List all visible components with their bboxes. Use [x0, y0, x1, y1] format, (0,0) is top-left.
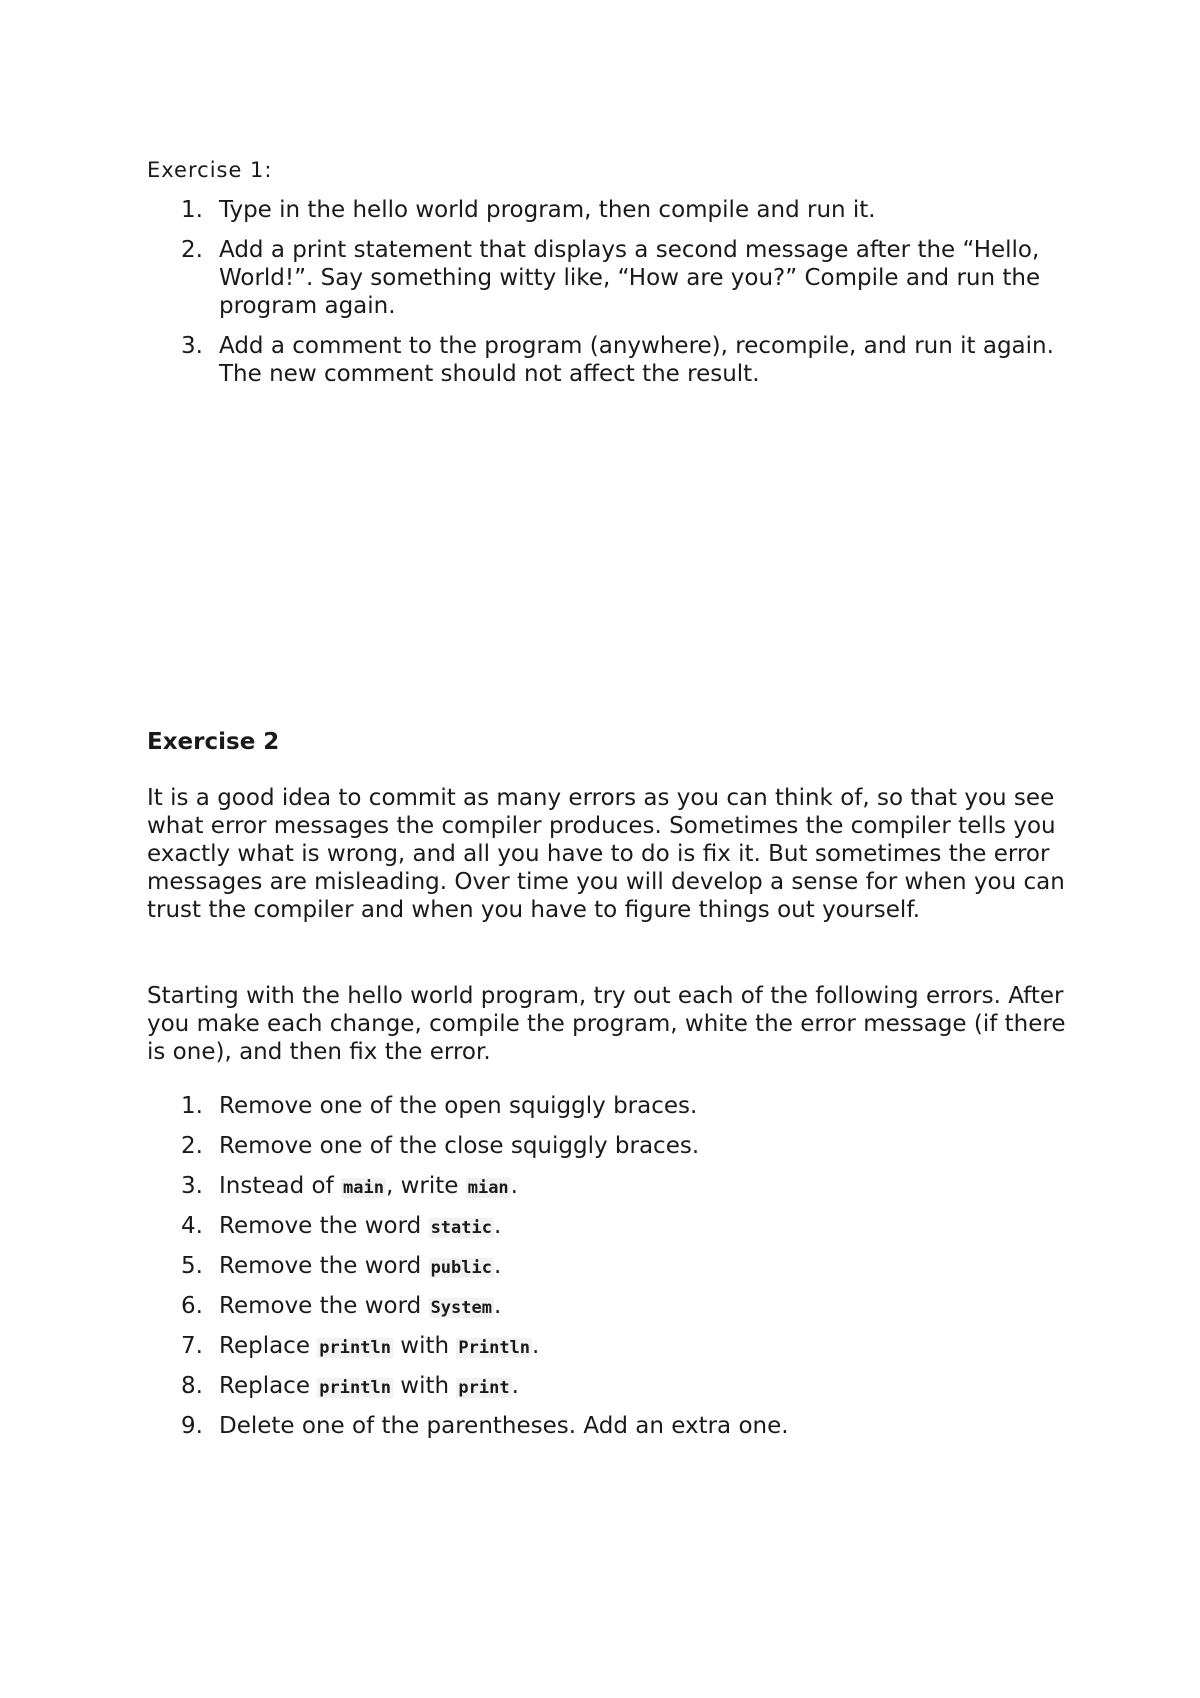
list-item-text: .: [532, 1333, 540, 1359]
list-item-text: Remove one of the open squiggly braces.: [219, 1093, 698, 1119]
exercise-2-heading: Exercise 2: [147, 729, 280, 755]
list-item-text: Remove the word: [219, 1293, 429, 1319]
list-item-text: Replace: [219, 1373, 318, 1399]
list-item-number: 2.: [181, 237, 203, 263]
list-item-text: .: [493, 1253, 502, 1279]
list-item-number: 9.: [181, 1413, 203, 1439]
list-item-text: with: [392, 1373, 457, 1399]
list-item-number: 6.: [181, 1293, 203, 1319]
list-item-number: 1.: [181, 197, 203, 223]
list-item-number: 1.: [181, 1093, 203, 1119]
list-item-number: 7.: [181, 1333, 203, 1359]
list-item-text: .: [493, 1213, 502, 1239]
list-item: [147, 1372, 1067, 1400]
list-item-number: 3.: [181, 333, 203, 359]
exercise-1-heading: Exercise 1:: [147, 158, 273, 182]
list-item: [147, 196, 1067, 224]
list-item-text: Type in the hello world program, then compile and run it.: [219, 197, 876, 223]
list-item: [147, 1412, 1067, 1440]
list-item-number: 3.: [181, 1173, 203, 1199]
exercise-2-intro-paragraph: It is a good idea to commit as many errors as you can think of, so that you see what error messages the compiler produces. Sometimes the compiler tells you exactly what is wrong, and all you have to do is fix it. But sometimes the error messages are misleading. Over time you will develop a sense for when you can trust the compiler and when you have to figure things out yourself.: [147, 785, 1065, 923]
list-item-text: Add a print statement that displays a second message after the “Hello, World!”. Say something witty like, “How are you?” Compile and run the program again.: [219, 237, 1041, 319]
list-item-text: Remove the word: [219, 1253, 429, 1279]
list-item: [147, 1092, 1067, 1120]
list-item: [147, 1212, 1067, 1240]
code-snippet: main: [343, 1178, 384, 1198]
code-snippet: println: [319, 1338, 391, 1358]
list-item-number: 4.: [181, 1213, 203, 1239]
list-item-text: Add a comment to the program (anywhere), recompile, and run it again. The new comment should not affect the result.: [219, 333, 1054, 387]
exercise-2-list: [147, 1092, 1067, 1452]
code-snippet: mian: [467, 1178, 509, 1198]
code-snippet: Println: [458, 1338, 531, 1358]
list-item: [147, 1252, 1067, 1280]
list-item: [147, 332, 1067, 388]
list-item-text: Remove one of the close squiggly braces.: [219, 1133, 700, 1159]
list-item-text: Replace: [219, 1333, 318, 1359]
code-snippet: public: [430, 1258, 492, 1278]
exercise-1-list: [147, 196, 1067, 400]
list-item-text: .: [511, 1373, 519, 1399]
list-item-text: Delete one of the parentheses. Add an extra one.: [219, 1413, 789, 1439]
code-snippet: static: [430, 1218, 492, 1238]
code-snippet: System: [430, 1298, 492, 1318]
list-item-number: 5.: [181, 1253, 203, 1279]
list-item-text: .: [510, 1173, 518, 1199]
list-item: [147, 1132, 1067, 1160]
code-snippet: println: [319, 1378, 391, 1398]
list-item-text: .: [493, 1293, 502, 1319]
list-item-text: Remove the word: [219, 1213, 429, 1239]
list-item-number: 2.: [181, 1133, 203, 1159]
list-item-text: , write: [385, 1173, 466, 1199]
list-item: [147, 236, 1067, 320]
list-item: [147, 1172, 1067, 1200]
list-item-text: Instead of: [219, 1173, 341, 1199]
exercise-2-instructions-paragraph: Starting with the hello world program, try out each of the following errors. After you make each change, compile the program, white the error message (if there is one), and then fix the error.: [147, 983, 1066, 1065]
code-snippet: print: [458, 1378, 510, 1398]
list-item: [147, 1292, 1067, 1320]
list-item: [147, 1332, 1067, 1360]
list-item-text: with: [392, 1333, 457, 1359]
list-item-number: 8.: [181, 1373, 203, 1399]
